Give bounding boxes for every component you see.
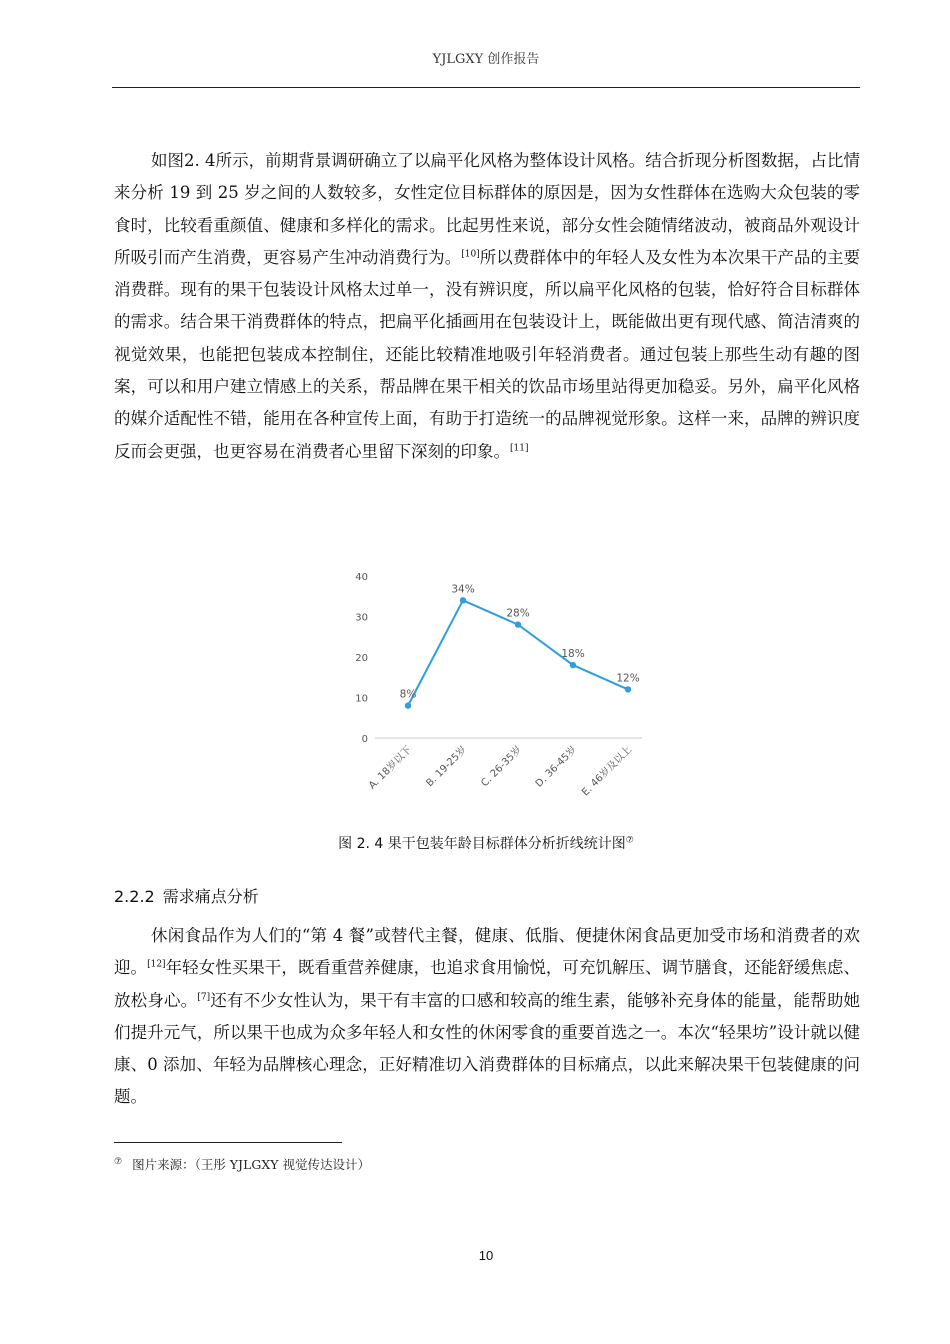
section-heading [114, 884, 259, 907]
caption-text: 图 2. 4 果干包装年龄目标群体分析折线统计图 [338, 836, 626, 852]
running-header: YJLGXY 创作报告 [432, 52, 540, 67]
x-axis-tick-labels [366, 743, 635, 798]
data-label: 28% [506, 607, 530, 620]
y-axis-tick-labels [355, 572, 368, 745]
x-tick-label: D. 36-45岁 [533, 744, 580, 790]
paragraph-text: 所以费群体中的年轻人及女性为本次果干产品的主要消费群。现有的果干包装设计风格太过单一，没有辨识度，所以扁平化风格的包装，恰好符合目标群体的需求。结合果干消费群体的特点，把扁平化插画用在包装设计上，既能做出更有现代感、简洁清爽的视觉效果，也能把包装成本控制住，还能比较精准地吸引年轻消费者。通过包装上那些生动有趣的图案，可以和用户建立情感上的关系，帮品牌在果干相关的饮品市场里站得更加稳妥。另外，扁平化风格的媒介适配性不错，能用在各种宣传上面，有助于打造统一的品牌视觉形象。这样一来，品牌的辨识度反而会更强，也更容易在消费者心里留下深刻的印象。 [114, 247, 861, 461]
x-tick-label: B. 19-25岁 [424, 744, 470, 790]
citation-ref: [11] [510, 443, 529, 454]
paragraph-text: 休闲食品作为人们的“第 4 餐”或替代主餐，健康、低脂、便捷休闲食品更加受市场和消费者的欢迎。 [114, 926, 860, 978]
y-tick-label: 10 [355, 693, 368, 705]
x-tick-label: A. 18岁以下 [366, 744, 415, 792]
data-label: 34% [451, 583, 475, 596]
data-point [625, 686, 631, 692]
y-tick-label: 20 [355, 653, 368, 664]
data-point [460, 597, 466, 603]
footnote-text: 图片来源：（王彤 YJLGXY 视觉传达设计） [132, 1157, 370, 1172]
citation-ref: [12] [147, 959, 166, 970]
page-number: 10 [478, 1248, 494, 1263]
paragraph-text: 如图2. 4所示，前期背景调研确立了以扁平化风格为整体设计风格。结合折现分析图数据，占比情来分析 19 到 25 岁之间的人数较多，女性定位目标群体的原因是，因为女性群体在选购大众包装的零食时，比较看重颜值、健康和多样化的需求。比起男性来说，部分女性会随情绪波动，被商品外观设计所吸引而产生消费，更容易产生冲动消费行为。 [114, 151, 860, 267]
footnote [114, 1155, 370, 1173]
section-title: 需求痛点分析 [162, 887, 259, 906]
citation-ref: [10] [461, 249, 480, 260]
header-rule [112, 87, 860, 88]
citation-ref: [7] [197, 992, 211, 1003]
paragraph-text: 年轻女性买果干，既看重营养健康，也追求食用愉悦，可充饥解压、调节膳食，还能舒缓焦虑、放松身心。 [114, 958, 861, 1010]
data-labels [400, 583, 640, 700]
data-point [570, 662, 576, 668]
data-label: 18% [561, 648, 585, 661]
figure-caption [112, 833, 860, 853]
y-tick-label: 30 [355, 612, 368, 624]
section-number: 2.2.2 [114, 887, 155, 906]
body-paragraph [114, 145, 860, 468]
footnote-mark: ⑦ [114, 1156, 123, 1167]
y-tick-label: 40 [355, 572, 368, 583]
data-label: 8% [399, 688, 417, 701]
data-label: 12% [616, 672, 640, 685]
x-tick-label: C. 26-35岁 [479, 744, 525, 790]
y-tick-label: 0 [361, 734, 368, 745]
data-point [515, 621, 521, 627]
caption-footnote-mark: ⑦ [625, 835, 634, 846]
age-line-chart [330, 536, 650, 826]
x-tick-label: E. 46岁及以上 [580, 744, 635, 799]
footnote-rule [114, 1142, 342, 1143]
data-point [405, 702, 411, 708]
paragraph-text: 还有不少女性认为，果干有丰富的口感和较高的维生素，能够补充身体的能量，能帮助她们提升元气，所以果干也成为众多年轻人和女性的休闲零食的重要首选之一。本次“轻果坊”设计就以健康、0 添加、年轻为品牌核心理念，正好精准切入消费群体的目标痛点，以此来解决果干包装健康的问题。 [114, 990, 861, 1107]
body-paragraph [114, 920, 860, 1114]
